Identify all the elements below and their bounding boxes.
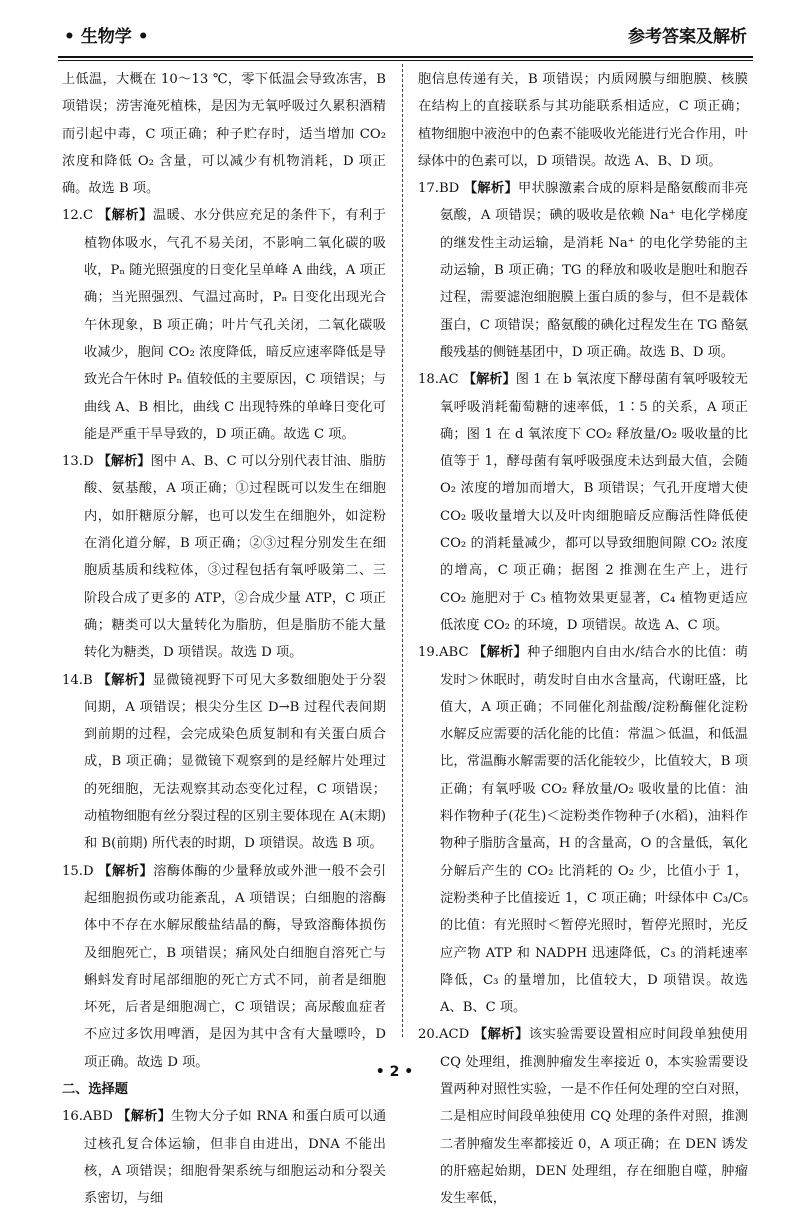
- page-number: • 2 •: [375, 1064, 414, 1080]
- analysis-tag: 【解析】: [462, 372, 516, 388]
- explanation-text: 生物大分子如 RNA 和蛋白质可以通过核孔复合体运输，但非自由进出，DNA 不能出核，A 项错误；细胞骨架系统与细胞运动和分裂关系密切，与细: [84, 1109, 387, 1207]
- explanation-text: 图 1 在 b 氧浓度下酵母菌有氧呼吸较无氧呼吸消耗葡萄糖的速率低，1∶5 的关系，A 项正确；图 1 在 d 氧浓度下 CO₂ 释放量/O₂ 吸收量的比值等于 1，酵母菌有氧呼吸强度未达到最大值，会随 O₂ 浓度的增加而增大，B 项错误；气孔开度增大使 CO₂ 吸收量增大以及叶肉细胞暗反应酶活性降低使 CO₂ 的消耗量减少，都可以导致细胞间隙 CO₂ 浓度的增高，C 项正确；据图 2 推测在生产上，进行 CO₂ 施肥对于 C₃ 植物效果更显著，C₄ 植物更适应低浓度 CO₂ 的环境，D 项错误。故选 A、C 项。: [440, 372, 748, 633]
- answer-choice: C: [82, 208, 98, 224]
- answer-choice: B: [82, 672, 98, 688]
- answer-choice: AC: [438, 372, 463, 388]
- question-number: 13.: [62, 454, 83, 470]
- explanation-text: 显微镜视野下可见大多数细胞处于分裂间期，A 项错误；根尖分生区 D→B 过程代表间期到前期的过程，会完成染色质复制和有关蛋白质合成，B 项正确；显微镜下观察到的是经解片处理过的死细胞，无法观察其动态变化过程，C 项错误；动植物细胞有丝分裂过程的区别主要体现在 A(末期) 和 B(前期) 所代表的时期，D 项错误。故选 B 项。: [84, 672, 387, 852]
- analysis-tag: 【解析】: [97, 672, 153, 688]
- analysis-tag: 【解析】: [473, 1027, 529, 1043]
- question-number: 14.: [62, 672, 83, 688]
- answer-item: [62, 1103, 386, 1212]
- header-rule: [58, 56, 753, 58]
- subject-label: • 生物学 •: [64, 27, 149, 47]
- question-number: 19.: [418, 645, 439, 661]
- question-number: 16.: [62, 1109, 83, 1125]
- answer-item: [418, 366, 748, 639]
- column-divider: [402, 64, 403, 1037]
- analysis-tag: 【解析】: [117, 1109, 172, 1125]
- header-rule-thin: [58, 60, 753, 61]
- analysis-tag: 【解析】: [97, 454, 151, 470]
- answer-choice: ABC: [438, 645, 474, 661]
- analysis-tag: 【解析】: [473, 645, 528, 661]
- answer-item: [418, 639, 748, 1021]
- answer-item: [418, 175, 748, 366]
- question-number: 18.: [418, 372, 439, 388]
- answer-choice: D: [82, 454, 98, 470]
- answer-choice: ACD: [438, 1027, 474, 1043]
- explanation-text: 溶酶体酶的少量释放或外泄一般不会引起细胞损伤或功能紊乱，A 项错误；白细胞的溶酶体中不存在水解尿酸盐结晶的酶，导致溶酶体损伤及细胞死亡，B 项错误；痛风处白细胞自溶死亡与蝌蚪发育时尾部细胞的死亡方式不同，前者是细胞坏死，后者是细胞凋亡，C 项错误；高尿酸血症者不应过多饮用啤酒，是因为其中含有大量嘌呤，D 项正确。故选 D 项。: [84, 863, 387, 1070]
- section-title: 参考答案及解析: [628, 27, 747, 47]
- question-number: 12.: [62, 208, 83, 224]
- right-column: [418, 66, 748, 1212]
- analysis-tag: 【解析】: [463, 181, 519, 197]
- continued-text: [62, 66, 386, 202]
- section-heading: [62, 1076, 386, 1103]
- answer-item: [62, 667, 386, 858]
- answer-item: [62, 202, 386, 448]
- answer-item: [418, 1021, 748, 1212]
- analysis-tag: 【解析】: [97, 208, 153, 224]
- answer-item: [62, 448, 386, 666]
- answer-item: [62, 858, 386, 1076]
- left-column: [62, 66, 386, 1212]
- answer-choice: ABD: [82, 1109, 118, 1125]
- explanation-text: 该实验需要设置相应时间段单独使用 CQ 处理组，推测肿瘤发生率接近 0，本实验需要设置两种对照性实验，一是不作任何处理的空白对照，二是相应时间段单独使用 CQ 处理的条件对照，推测二者肿瘤发生率都接近 0，A 项正确；在 DEN 诱发的肝癌起始期，DEN 处理组，存在细胞自噬，肿瘤发生率低，: [440, 1027, 749, 1207]
- explanation-text: 温暖、水分供应充足的条件下，有利于植物体吸水，气孔不易关闭，不影响二氧化碳的吸收，Pₙ 随光照强度的日变化呈单峰 A 曲线，A 项正确；当光照强烈、气温过高时，Pₙ 日变化出现光合午休现象，B 项正确；叶片气孔关闭，二氧化碳吸收减少，胞间 CO₂ 浓度降低，暗反应速率降低是导致光合午休时 Pₙ 值较低的主要原因，C 项错误；与曲线 A、B 相比，曲线 C 出现特殊的单峰日变化可能是严重干旱导致的，D 项正确。故选 C 项。: [84, 208, 386, 442]
- section-heading-text: 二、选择题: [62, 1081, 128, 1097]
- answer-choice: D: [82, 863, 99, 879]
- question-number: 17.: [418, 181, 439, 197]
- explanation-text: 图中 A、B、C 可以分别代表甘油、脂肪酸、氨基酸，A 项正确；①过程既可以发生在细胞内，如肝糖原分解，也可以发生在细胞外，如淀粉在消化道分解，B 项正确；②③过程分别发生在细胞质基质和线粒体，③过程包括有氧呼吸第二、三阶段合成了更多的 ATP，②合成少量 ATP，C 项正确；糖类可以大量转化为脂肪，但是脂肪不能大量转化为糖类，D 项错误。故选 D 项。: [84, 454, 386, 661]
- continued-text: [418, 66, 748, 175]
- answer-choice: BD: [438, 181, 464, 197]
- page-header: [58, 12, 753, 52]
- explanation-text: 甲状腺激素合成的原料是酪氨酸而非亮氨酸，A 项错误；碘的吸收是依赖 Na⁺ 电化学梯度的继发性主动运输，是消耗 Na⁺ 的电化学势能的主动运输，B 项正确；TG 的释放和吸收是胞吐和胞吞过程，需要滤泡细胞膜上蛋白质的参与，但不是载体蛋白，C 项错误；酪氨酸的碘化过程发生在 TG 酪氨酸残基的侧链基团中，D 项正确。故选 B、D 项。: [440, 181, 748, 360]
- question-number: 15.: [62, 863, 83, 879]
- explanation-text: 胞信息传递有关，B 项错误；内质网膜与细胞膜、核膜在结构上的直接联系与其功能联系相适应，C 项正确；植物细胞中液泡中的色素不能吸收光能进行光合作用，叶绿体中的色素可以，D 项错误。故选 A、B、D 项。: [418, 72, 748, 169]
- explanation-text: 种子细胞内自由水/结合水的比值：萌发时＞休眠时，萌发时自由水含量高，代谢旺盛，比值大，A 项正确；不同催化剂盐酸/淀粉酶催化淀粉水解反应需要的活化能的比值：常温＞低温，和低温比，常温酶水解需要的活化能较少，比值较大，B 项正确；有氧呼吸 CO₂ 释放量/O₂ 吸收量的比值：油料作物种子(花生)＜淀粉类作物种子(水稻)，油料作物种子脂肪含量高，H 的含量高，O 的含量低，氧化分解后产生的 CO₂ 比消耗的 O₂ 少，比值小于 1，淀粉类种子比值接近 1，C 项正确；叶绿体中 C₃/C₅ 的比值：有光照时＜暂停光照时，暂停光照时，光反应产物 ATP 和 NADPH 迅速降低，C₃ 的消耗速率降低，C₃ 的量增加，比值较大，D 项错误。故选 A、B、C 项。: [440, 645, 748, 1016]
- analysis-tag: 【解析】: [98, 863, 154, 879]
- question-number: 20.: [418, 1027, 439, 1043]
- explanation-text: 上低温，大概在 10～13 ℃，零下低温会导致冻害，B 项错误；涝害淹死植株，是因为无氧呼吸过久累积酒精而引起中毒，C 项正确；种子贮存时，适当增加 CO₂ 浓度和降低 O₂ 含量，可以减少有机物消耗，D 项正确。故选 B 项。: [62, 72, 386, 197]
